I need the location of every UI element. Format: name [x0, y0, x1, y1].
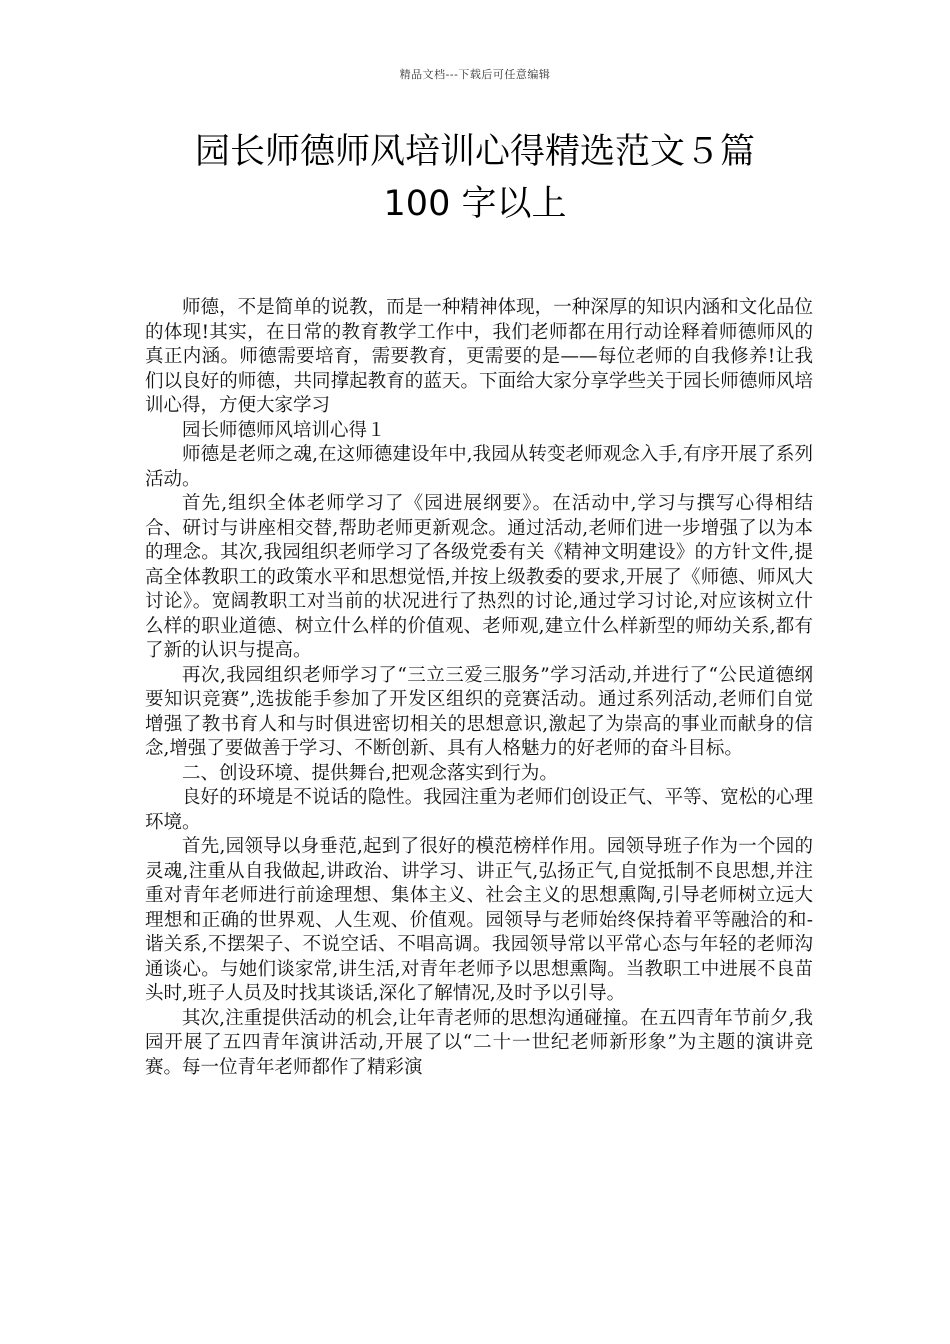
- body-paragraph: 良好的环境是不说话的隐性。我园注重为老师们创设正气、平等、宽松的心理环境。: [145, 787, 813, 833]
- document-title: [110, 126, 840, 230]
- body-paragraph: 再次,我园组织老师学习了“三立三爱三服务”学习活动,并进行了“公民道德纲要知识竞赛”,选拔能手参加了开发区组织的竞赛活动。通过系列活动,老师们自觉增强了教书育人和与时俱进密切相关的思想意识,激起了为崇高的事业而献身的信念,增强了要做善于学习、不断创新、具有人格魅力的好老师的奋斗目标。: [145, 664, 813, 759]
- body-paragraph: 师德是老师之魂,在这师德建设年中,我园从转变老师观念入手,有序开展了系列活动。: [145, 444, 813, 490]
- header-note: 精品文档---下载后可任意编辑: [399, 68, 551, 81]
- title-line-1: 园长师德师风培训心得精选范文５篇: [194, 132, 755, 172]
- intro-paragraph: 师德，不是简单的说教，而是一种精神体现，一种深厚的知识内涵和文化品位的体现!其实，在日常的教育教学工作中，我们老师都在用行动诠释着师德师风的真正内涵。师德需要培育，需要教育，更需要的是——每位老师的自我修养!让我们以良好的师德，共同撑起教育的蓝天。下面给大家分享学些关于园长师德师风培训心得，方便大家学习: [145, 297, 813, 416]
- body-paragraph: 首先,组织全体老师学习了《园进展纲要》。在活动中,学习与撰写心得相结合、研讨与讲座相交替,帮助老师更新观念。通过活动,老师们进一步增强了以为本的理念。其次,我园组织老师学习了各级党委有关《精神文明建设》的方针文件,提高全体教职工的政策水平和思想觉悟,并按上级教委的要求,开展了《师德、师风大讨论》。宽阔教职工对当前的状况进行了热烈的讨论,通过学习讨论,对应该树立什么样的职业道德、树立什么样的价值观、老师观,建立什么样新型的师幼关系,都有了新的认识与提高。: [145, 493, 813, 661]
- title-line-2: 100 字以上: [383, 184, 567, 224]
- body-paragraph: 其次,注重提供活动的机会,让年青老师的思想沟通碰撞。在五四青年节前夕,我园开展了五四青年演讲活动,开展了以“二十一世纪老师新形象”为主题的演讲竞赛。每一位青年老师都作了精彩演: [145, 1007, 813, 1078]
- body-paragraph: 首先,园领导以身垂范,起到了很好的模范榜样作用。园领导班子作为一个园的灵魂,注重从自我做起,讲政治、讲学习、讲正气,弘扬正气,自觉抵制不良思想,并注重对青年老师进行前途理想、集体主义、社会主义的思想熏陶,引导老师树立远大理想和正确的世界观、人生观、价值观。园领导与老师始终保持着平等融洽的和-谐关系,不摆架子、不说空话、不唱高调。我园领导常以平常心态与年轻的老师沟通谈心。与她们谈家常,讲生活,对青年老师予以思想熏陶。当教职工中进展不良苗头时,班子人员及时找其谈话,深化了解情况,及时予以引导。: [145, 836, 813, 1004]
- document-body: [145, 296, 813, 1080]
- section-heading: 园长师德师风培训心得１: [182, 419, 386, 441]
- subsection-heading: 二、创设环境、提供舞台,把观念落实到行为。: [182, 762, 558, 784]
